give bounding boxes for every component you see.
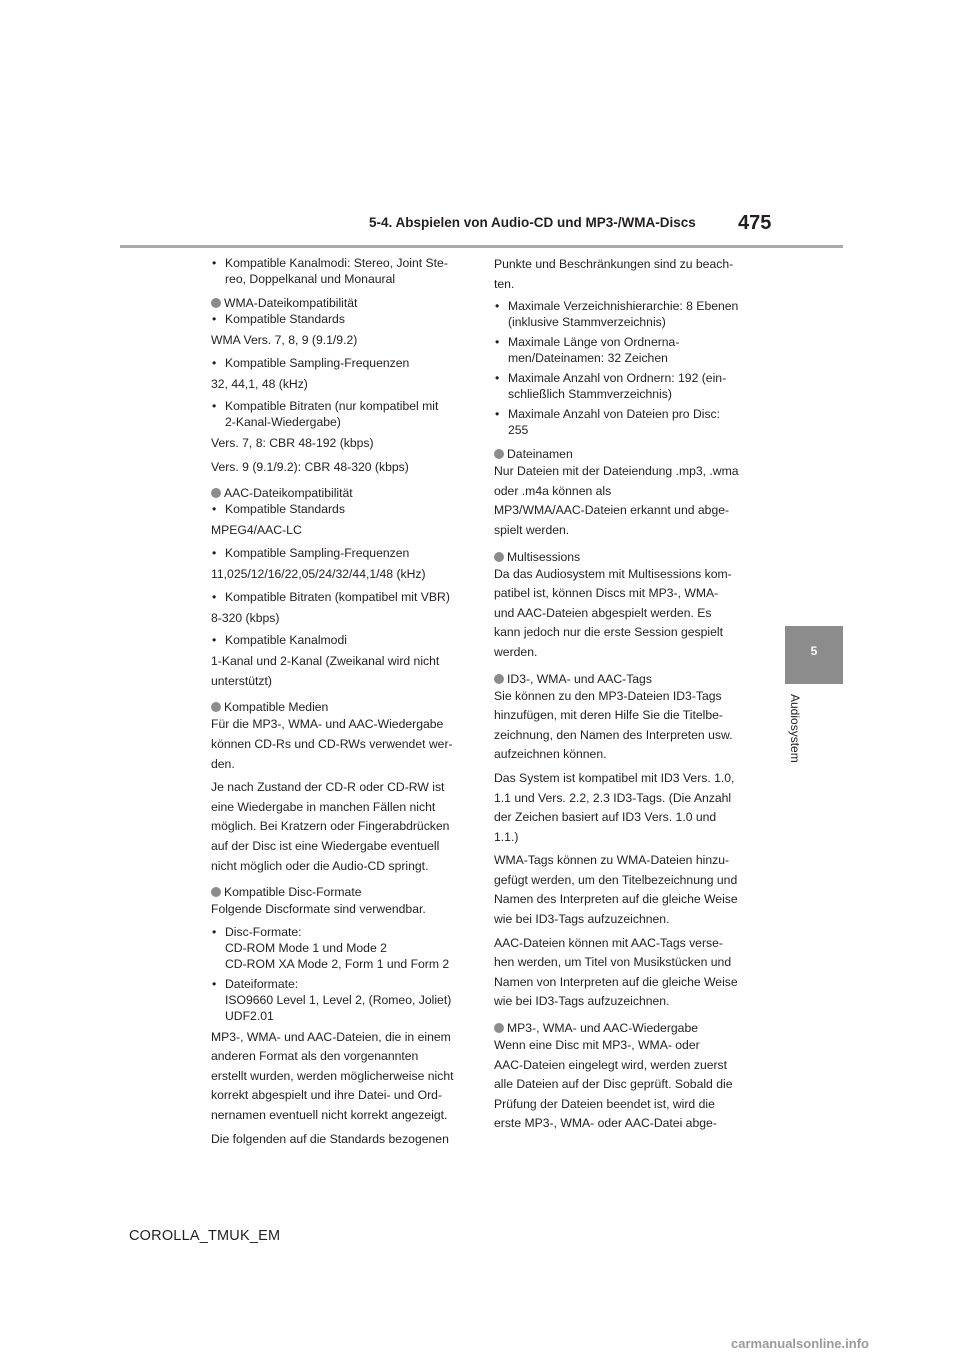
bullet-dot-icon: • (212, 976, 217, 991)
bullet-line: 255 (508, 423, 529, 438)
paragraph (494, 565, 749, 663)
paragraph-line: MPEG4/AAC-LC (211, 523, 302, 538)
paragraph-line: Wenn eine Disc mit MP3-, WMA- oder (494, 1038, 700, 1053)
bullet-item (211, 355, 466, 371)
watermark: carmanualsonline.info (731, 1336, 869, 1351)
paragraph (494, 462, 749, 540)
section-heading-text: Kompatible Disc-Formate (224, 885, 362, 900)
bullet-item (211, 976, 466, 1024)
chapter-number: 5 (810, 644, 818, 658)
section-heading (211, 295, 466, 311)
bullet-line: Dateiformate: (225, 976, 299, 991)
paragraph-line: WMA Vers. 7, 8, 9 (9.1/9.2) (211, 333, 358, 347)
paragraph-line: zeichnung, den Namen des Interpreten usw. (494, 727, 733, 742)
paragraph-line: nicht möglich oder die Audio-CD springt. (211, 858, 429, 873)
bullet-line: Disc-Formate: (225, 924, 302, 939)
bullet-dot-icon: • (212, 589, 217, 604)
paragraph-line: Sie können zu den MP3-Dateien ID3-Tags (494, 688, 722, 703)
right-text-column (494, 255, 749, 1138)
paragraph-line: Das System ist kompatibel mit ID3 Vers. 1.0, (494, 770, 735, 785)
bullet-item (211, 589, 466, 605)
bullet-line: Maximale Länge von Ordnerna- (508, 335, 680, 350)
bullet-item (494, 334, 749, 366)
section-heading (494, 549, 749, 565)
bullet-dot-icon: • (212, 256, 217, 270)
paragraph (211, 458, 466, 478)
paragraph (494, 1036, 749, 1134)
paragraph-line: und AAC-Dateien abgespielt werden. Es (494, 605, 712, 620)
paragraph-line: AAC-Dateien können mit AAC-Tags verse- (494, 935, 723, 950)
chapter-label: Audiosystem (788, 694, 802, 763)
paragraph-line: Namen des Interpreten auf die gleiche Weise (494, 892, 738, 907)
paragraph-line: kann jedoch nur die erste Session gespielt (494, 625, 723, 640)
section-heading-text: Dateinamen (507, 447, 573, 462)
bullet-line: Kompatible Bitraten (nur kompatibel mit (225, 399, 439, 414)
chapter-label-container (786, 694, 806, 776)
bullet-line: Maximale Verzeichnishierarchie: 8 Ebenen (508, 299, 739, 314)
paragraph-line: MP3-, WMA- und AAC-Dateien, die in einem (211, 1029, 451, 1044)
section-title: 5-4. Abspielen von Audio-CD und MP3-/WMA-Discs (369, 215, 696, 230)
chapter-tab (785, 626, 843, 684)
section-heading-text: WMA-Dateikompatibilität (224, 296, 358, 310)
bullet-line: CD-ROM XA Mode 2, Form 1 und Form 2 (225, 956, 450, 971)
paragraph (494, 851, 749, 929)
bullet-item (494, 370, 749, 402)
paragraph-line: 32, 44,1, 48 (kHz) (211, 376, 308, 391)
paragraph (211, 1130, 466, 1150)
header-divider (120, 245, 843, 248)
paragraph (494, 934, 749, 1012)
paragraph-line: eine Wiedergabe in manchen Fällen nicht (211, 799, 436, 814)
bullet-line: reo, Doppelkanal und Monaural (225, 272, 396, 286)
paragraph-line: WMA-Tags können zu WMA-Dateien hinzu- (494, 853, 730, 868)
bullet-line: Kompatible Sampling-Frequenzen (225, 355, 410, 370)
section-heading (494, 1020, 749, 1036)
bullet-line: (inklusive Stammverzeichnis) (508, 315, 666, 330)
paragraph (211, 652, 466, 691)
paragraph-line: ten. (494, 276, 515, 291)
bullet-line: Maximale Anzahl von Dateien pro Disc: (508, 407, 721, 422)
paragraph-line: alle Dateien auf der Disc geprüft. Sobald die (494, 1077, 733, 1092)
paragraph-line: können CD-Rs und CD-RWs verwendet wer- (211, 736, 453, 751)
paragraph-line: 1.1.) (494, 829, 519, 844)
bullet-line: Kompatible Standards (225, 312, 345, 326)
bullet-circle-icon (211, 887, 221, 897)
bullet-line: Kompatible Sampling-Frequenzen (225, 545, 410, 560)
paragraph-line: aufzeichnen können. (494, 747, 607, 762)
section-heading (211, 884, 466, 900)
bullet-dot-icon: • (212, 312, 217, 326)
bullet-line: Kompatible Kanalmodi (225, 633, 347, 648)
paragraph (211, 434, 466, 454)
section-heading (211, 485, 466, 501)
paragraph-line: anderen Format als den vorgenannten (211, 1049, 419, 1064)
paragraph (211, 609, 466, 629)
paragraph-line: korrekt abgespielt und ihre Datei- und Ord- (211, 1088, 443, 1103)
bullet-dot-icon: • (212, 502, 217, 517)
paragraph-line: Nur Dateien mit der Dateiendung .mp3, .wma (494, 464, 739, 479)
paragraph-line: 1-Kanal und 2-Kanal (Zweikanal wird nicht (211, 654, 440, 669)
paragraph-line: der Zeichen basiert auf ID3 Vers. 1.0 und (494, 810, 717, 825)
paragraph-line: auf der Disc ist eine Wiedergabe eventuell (211, 838, 440, 853)
paragraph (211, 331, 466, 351)
bullet-circle-icon (211, 702, 221, 712)
bullet-item (211, 924, 466, 972)
model-code: COROLLA_TMUK_EM (129, 1228, 281, 1244)
paragraph-line: 11,025/12/16/22,05/24/32/44,1/48 (kHz) (211, 566, 426, 581)
paragraph-line: Die folgenden auf die Standards bezogenen (211, 1131, 449, 1146)
bullet-line: men/Dateinamen: 32 Zeichen (508, 351, 668, 366)
paragraph-line: Da das Audiosystem mit Multisessions kom- (494, 566, 732, 581)
bullet-item (494, 298, 749, 330)
bullet-circle-icon (494, 674, 504, 684)
bullet-item (494, 406, 749, 438)
bullet-dot-icon: • (212, 399, 217, 414)
paragraph-line: oder .m4a können als (494, 483, 612, 498)
paragraph-line: 8-320 (kbps) (211, 610, 280, 625)
paragraph-line: hinzufügen, mit deren Hilfe Sie die Titelbe- (494, 708, 723, 723)
bullet-circle-icon (494, 552, 504, 562)
paragraph-line: den. (211, 756, 235, 771)
paragraph-line: AAC-Dateien eingelegt wird, werden zuerst (494, 1057, 728, 1072)
bullet-circle-icon (211, 298, 221, 308)
left-text-column (211, 255, 466, 1153)
paragraph-line: Vers. 7, 8: CBR 48-192 (kbps) (211, 436, 374, 451)
section-heading-text: Multisessions (507, 549, 581, 564)
paragraph-line: gefügt werden, um den Titelbezeichnung und (494, 872, 738, 887)
bullet-dot-icon: • (495, 335, 500, 350)
paragraph-line: Vers. 9 (9.1/9.2): CBR 48-320 (kbps) (211, 459, 409, 474)
bullet-line: UDF2.01 (225, 1008, 274, 1023)
paragraph-line: hen werden, um Titel von Musikstücken und (494, 955, 732, 970)
paragraph-line: Namen von Interpreten auf die gleiche Weise (494, 974, 738, 989)
bullet-dot-icon: • (495, 299, 500, 314)
paragraph (211, 375, 466, 395)
bullet-item (211, 545, 466, 561)
bullet-item (211, 501, 466, 517)
paragraph (211, 778, 466, 876)
paragraph-line: erstellt wurden, werden möglicherweise nicht (211, 1068, 454, 1083)
paragraph-line: wie bei ID3-Tags aufzuzeichnen. (494, 912, 670, 927)
paragraph-line: patibel ist, können Discs mit MP3-, WMA- (494, 586, 719, 601)
bullet-item (211, 255, 466, 287)
section-heading-text: ID3-, WMA- und AAC-Tags (507, 671, 652, 686)
paragraph-line: Je nach Zustand der CD-R oder CD-RW ist (211, 780, 445, 795)
bullet-dot-icon: • (212, 633, 217, 648)
paragraph-line: Prüfung der Dateien beendet ist, wird die (494, 1096, 715, 1111)
bullet-item (211, 398, 466, 430)
bullet-circle-icon (494, 1023, 504, 1033)
section-heading (494, 671, 749, 687)
paragraph (494, 687, 749, 765)
bullet-circle-icon (211, 488, 221, 498)
paragraph-line: wie bei ID3-Tags aufzuzeichnen. (494, 994, 670, 1009)
paragraph-line: Für die MP3-, WMA- und AAC-Wiedergabe (211, 717, 444, 732)
paragraph-line: Folgende Discformate sind verwendbar. (211, 902, 426, 917)
section-heading-text: AAC-Dateikompatibilität (224, 486, 353, 501)
bullet-line: Kompatible Kanalmodi: Stereo, Joint Ste- (225, 256, 448, 270)
section-heading-text: Kompatible Medien (224, 700, 329, 715)
paragraph (211, 565, 466, 585)
bullet-line: schließlich Stammverzeichnis) (508, 387, 672, 402)
bullet-line: ISO9660 Level 1, Level 2, (Romeo, Joliet) (225, 992, 452, 1007)
section-heading-text: MP3-, WMA- und AAC-Wiedergabe (507, 1021, 699, 1036)
paragraph-line: werden. (494, 644, 538, 659)
paragraph (494, 255, 749, 294)
paragraph-line: MP3/WMA/AAC-Dateien erkannt und abge- (494, 503, 730, 518)
paragraph (211, 715, 466, 774)
paragraph-line: unterstützt) (211, 673, 272, 688)
bullet-dot-icon: • (212, 545, 217, 560)
paragraph-line: erste MP3-, WMA- oder AAC-Datei abge- (494, 1116, 717, 1131)
paragraph (494, 769, 749, 847)
bullet-circle-icon (494, 449, 504, 459)
bullet-dot-icon: • (212, 924, 217, 939)
bullet-line: Maximale Anzahl von Ordnern: 192 (ein- (508, 371, 727, 386)
paragraph-line: nernamen eventuell nicht korrekt angezeigt. (211, 1108, 448, 1123)
paragraph (211, 900, 466, 920)
paragraph-line: möglich. Bei Kratzern oder Fingerabdrücken (211, 819, 450, 834)
bullet-line: Kompatible Bitraten (kompatibel mit VBR) (225, 589, 450, 604)
paragraph-line: 1.1 und Vers. 2.2, 2.3 ID3-Tags. (Die Anzahl (494, 790, 732, 805)
paragraph-line: Punkte und Beschränkungen sind zu beach- (494, 257, 734, 271)
bullet-line: 2-Kanal-Wiedergabe) (225, 415, 341, 430)
bullet-dot-icon: • (212, 355, 217, 370)
bullet-line: Kompatible Standards (225, 502, 345, 517)
section-heading (494, 446, 749, 462)
bullet-dot-icon: • (495, 371, 500, 386)
page-number: 475 (738, 212, 772, 234)
paragraph (211, 1028, 466, 1126)
paragraph (211, 521, 466, 541)
paragraph-line: spielt werden. (494, 522, 570, 537)
bullet-line: CD-ROM Mode 1 und Mode 2 (225, 940, 387, 955)
section-heading (211, 699, 466, 715)
bullet-item (211, 632, 466, 648)
bullet-dot-icon: • (495, 407, 500, 422)
bullet-item (211, 311, 466, 327)
